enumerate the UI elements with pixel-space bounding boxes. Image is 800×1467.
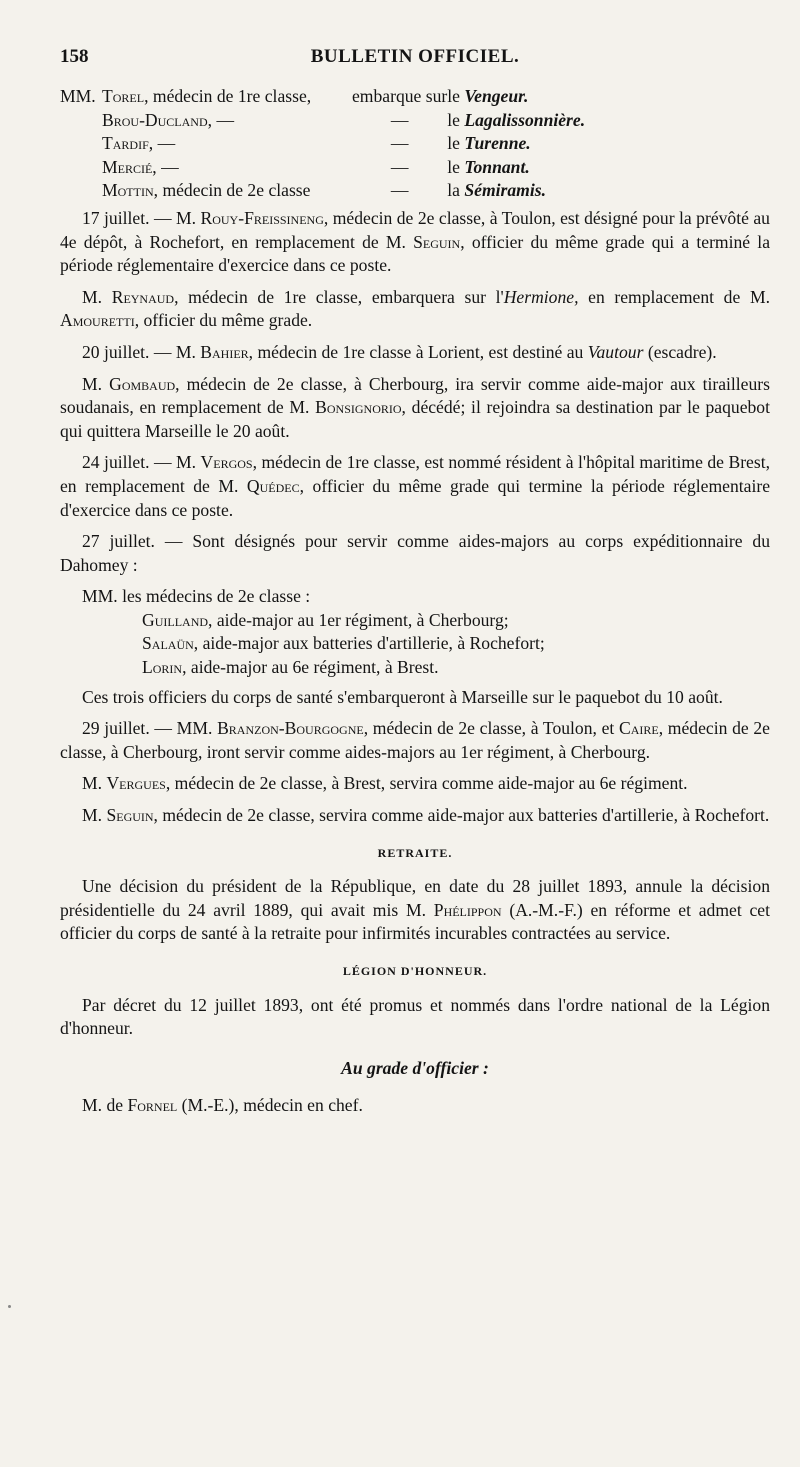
ship-name: Vengeur. (464, 86, 529, 106)
person-name: Tardif, (102, 133, 154, 154)
person-name: Lorin, (142, 657, 187, 678)
roster-action: embarque sur (352, 86, 448, 106)
roster-prefix (60, 156, 102, 180)
person-name: Vergues, (106, 773, 171, 794)
paragraph-20-juillet: 20 juillet. — M. Bahier, médecin de 1re classe à Lorient, est destiné au Vautour (escadre). (82, 341, 717, 362)
roster-ship (447, 85, 585, 109)
paragraph-vergues: M. Vergues, médecin de 2e classe, à Brest, servira comme aide-major au 6e régiment. (82, 773, 688, 794)
roster-prefix: MM. (60, 86, 96, 106)
roster-name-function (102, 179, 352, 203)
person-name: Vergos, (200, 452, 257, 473)
paragraph-17-juillet: 17 juillet. — M. Rouy-Freissineng, médecin de 2e classe, à Toulon, est désigné pour la prévôté au 4e dépôt, à Rochefort, en remplacement de M. Seguin, officier du même grade qui a terminé la période réglementaire d'exercice dans ce poste. (60, 207, 771, 276)
person-name: Phélippon (433, 899, 502, 920)
roster-action: — (390, 156, 409, 177)
rank-heading: Au grade d'officier : (341, 1057, 489, 1078)
roster-row (60, 156, 585, 180)
embarkation-roster (60, 85, 585, 203)
roster-ship (447, 156, 585, 180)
paragraph-24-juillet: 24 juillet. — M. Vergos, médecin de 1re classe, est nommé résident à l'hôpital maritime de Brest, en remplacement de M. Quédec, officier du même grade qui termine la période réglementaire d'exercice dans ce poste. (60, 452, 770, 520)
person-name: Brou-Ducland, (102, 109, 213, 130)
roster-ship (447, 179, 585, 203)
ship-article: le (447, 109, 460, 130)
paragraph-29-juillet: 29 juillet. — MM. Branzon-Bourgogne, médecin de 2e classe, à Toulon, et Caire, médecin de 2e classe, à Cherbourg, iront servir comme aides-majors au 1er régiment, à Cherbourg. (60, 718, 770, 762)
roster-row (60, 132, 585, 156)
roster-function: médecin de 1re classe, (152, 86, 312, 106)
roster-function: médecin de 2e classe (162, 180, 311, 201)
paragraph-retraite: Une décision du président de la République, en date du 28 juillet 1893, annule la décision présidentielle du 24 avril 1889, qui avait mis M. Phélippon (A.-M.-F.) en réforme et admet cet officier du corps de santé à la retraite pour infirmités incurables contractées au service. (60, 876, 770, 944)
running-title: BULLETIN OFFICIEL. (310, 46, 520, 67)
page-header (60, 45, 770, 71)
ship-name: Hermione, (503, 286, 579, 307)
paragraph-seguin: M. Seguin, médecin de 2e classe, servira comme aide-major aux batteries d'artillerie, à Rochefort. (82, 805, 770, 826)
roster-name-function (102, 132, 352, 156)
roster-prefix (60, 109, 102, 133)
page-number: 158 (60, 46, 89, 67)
roster-row (60, 179, 585, 203)
person-name: Amouretti, (60, 310, 140, 331)
roster-function: — (161, 156, 179, 177)
person-name: Bonsignorio, (315, 397, 406, 418)
person-name: Salaün, (142, 633, 199, 654)
roster-prefix (60, 179, 102, 203)
list-item: Salaün, aide-major aux batteries d'artillerie, à Rochefort; (142, 633, 545, 654)
ship-name: Sémiramis. (464, 180, 547, 201)
roster-ship (447, 109, 585, 133)
roster-action: — (390, 133, 409, 154)
dahomey-list (60, 585, 770, 679)
roster-name-function (102, 156, 352, 180)
ship-name: Tonnant. (464, 156, 530, 177)
ship-article: le (447, 86, 460, 106)
person-name: Torel, (102, 86, 149, 106)
ship-article: la (447, 180, 460, 201)
roster-action: — (390, 180, 409, 201)
paragraph-legion: Par décret du 12 juillet 1893, ont été promus et nommés dans l'ordre national de la Légion d'honneur. (60, 994, 770, 1039)
list-item: Lorin, aide-major au 6e régiment, à Brest. (142, 657, 439, 678)
ship-name: Lagalissonnière. (464, 109, 586, 130)
ship-article: le (447, 133, 460, 154)
roster-row (60, 109, 585, 133)
list-heading: MM. les médecins de 2e classe : (82, 586, 311, 607)
roster-action: — (390, 109, 409, 130)
section-heading-legion: LÉGION D'HONNEUR. (342, 964, 488, 978)
person-name: Mercié, (102, 156, 157, 177)
roster-name-function (102, 109, 352, 133)
roster-function: — (157, 133, 176, 154)
roster-name-function (102, 85, 352, 109)
person-name: Bahier, (200, 341, 254, 362)
list-item: Guilland, aide-major au 1er régiment, à Cherbourg; (142, 609, 509, 630)
paragraph-embarkation: Ces trois officiers du corps de santé s'embarqueront à Marseille sur le paquebot du 10 août. (82, 686, 723, 707)
person-name: Quédec, (246, 475, 305, 496)
person-name: Mottin, (102, 180, 159, 201)
ship-name: Vautour (587, 341, 644, 362)
scan-speck (8, 1305, 11, 1308)
paragraph-gombaud: M. Gombaud, médecin de 2e classe, à Cherbourg, ira servir comme aide-major aux tirailleurs soudanais, en remplacement de M. Bonsignorio, décédé; il rejoindra sa destination par le paquebot qui quittera Marseille le 20 août. (60, 373, 770, 441)
roster-ship (447, 132, 585, 156)
roster-function: — (216, 109, 235, 130)
ship-name: Turenne. (464, 133, 531, 154)
paragraph-27-juillet: 27 juillet. — Sont désignés pour servir comme aides-majors au corps expéditionnaire du Dahomey : (60, 531, 770, 575)
person-name: Guilland, (142, 609, 213, 630)
person-name: Branzon-Bourgogne, (217, 718, 369, 739)
roster-row (60, 85, 585, 109)
person-name: Seguin, (106, 805, 158, 826)
paragraph-fornel: M. de Fornel (M.-E.), médecin en chef. (82, 1095, 363, 1116)
section-heading-retraite: RETRAITE. (377, 845, 453, 860)
person-name: Caire, (618, 718, 664, 739)
roster-prefix (60, 132, 102, 156)
person-name: Gombaud, (109, 373, 180, 394)
page-body (60, 85, 770, 1126)
paragraph-reynaud: M. Reynaud, médecin de 1re classe, embarquera sur l'Hermione, en remplacement de M. Amouretti, officier du même grade. (60, 286, 770, 331)
person-name: Seguin, (413, 231, 465, 252)
ship-article: le (447, 156, 460, 177)
person-name: Reynaud, (111, 286, 179, 307)
person-name: Fornel (127, 1095, 178, 1116)
person-name: Rouy-Freissineng, (200, 207, 329, 228)
